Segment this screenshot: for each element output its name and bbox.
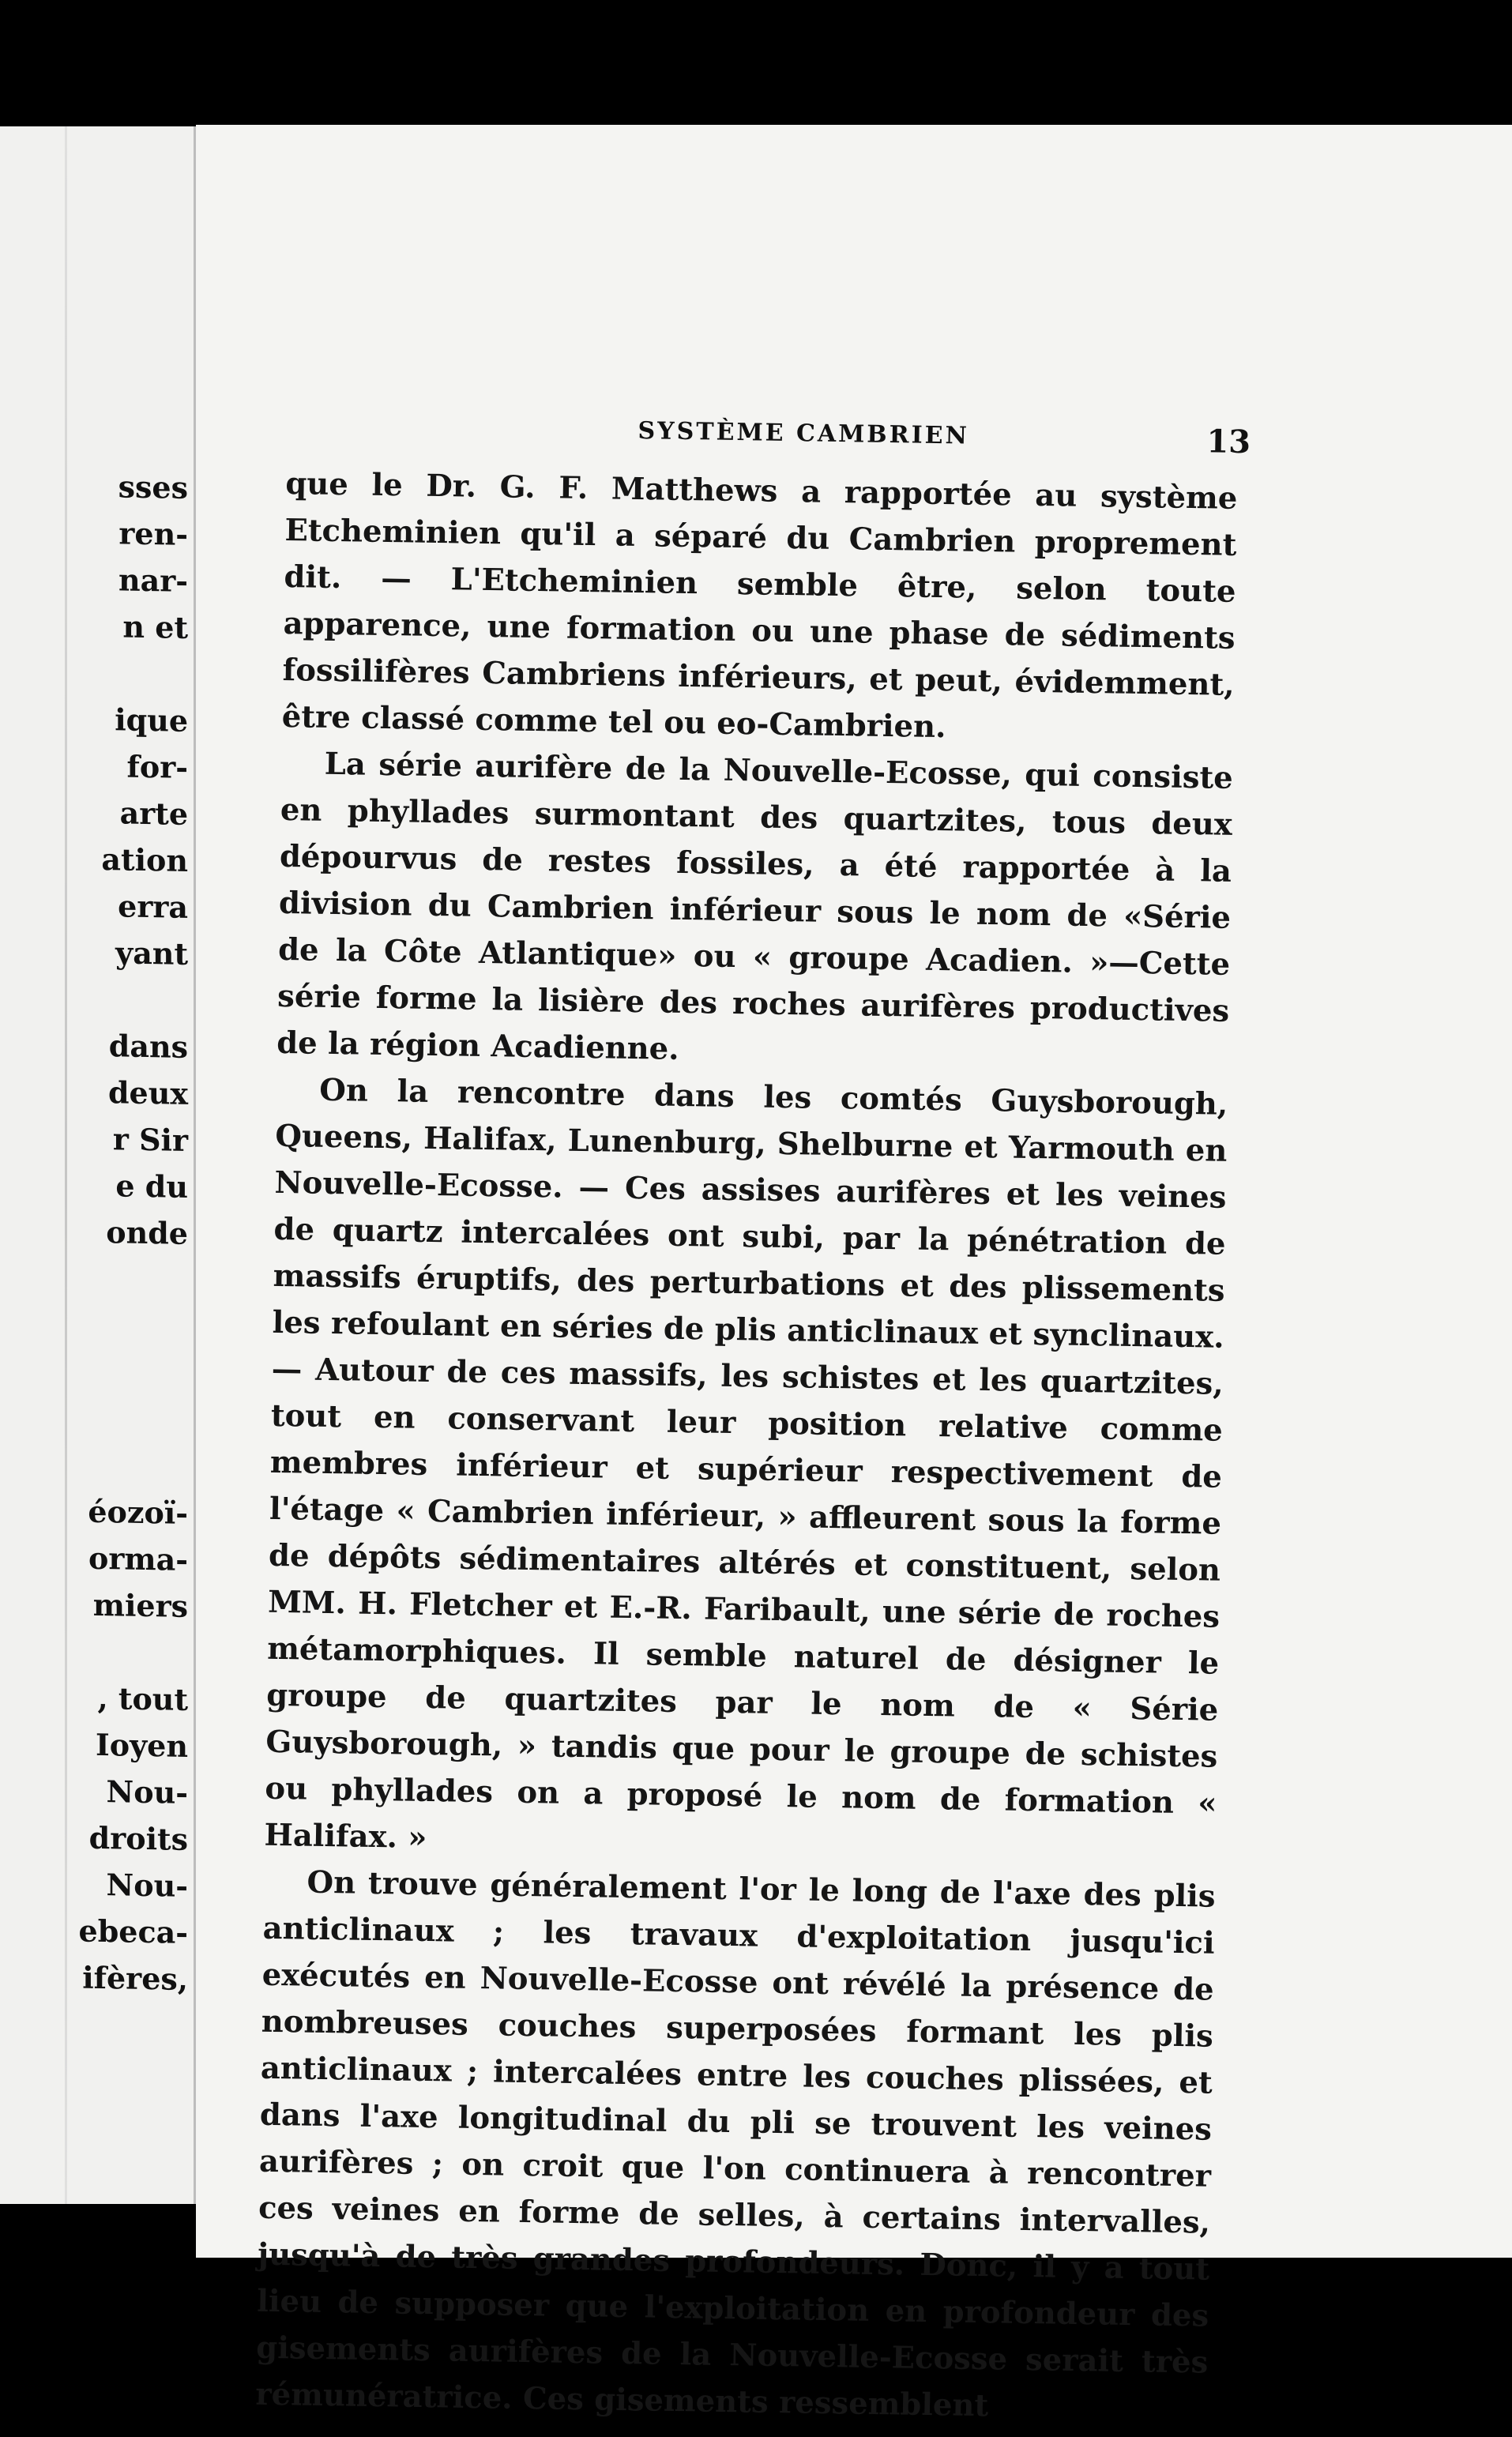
left-line-fragment: for- (126, 748, 188, 785)
left-line-fragment: Ioyen (95, 1726, 188, 1764)
left-line-fragment (14, 1350, 188, 1400)
left-line-fragment: erra (118, 888, 188, 925)
page-number: 13 (1206, 423, 1251, 461)
left-line-fragment (14, 1397, 188, 1446)
page-content (255, 405, 1503, 2424)
body-text (255, 461, 1238, 2433)
previous-page-line-fragments (14, 464, 188, 2006)
left-line-fragment: r Sir (112, 1121, 188, 1158)
left-line-fragment: nar- (118, 562, 188, 599)
left-line-fragment (14, 651, 188, 701)
left-line-fragment: , tout (97, 1679, 188, 1717)
left-line-fragment: ebeca- (78, 1912, 188, 1950)
left-line-fragment: sses (118, 468, 188, 506)
left-line-fragment: arte (119, 795, 188, 832)
left-line-fragment: yant (115, 935, 188, 972)
left-line-fragment (14, 1630, 188, 1679)
left-line-fragment: orma- (88, 1540, 188, 1578)
left-line-fragment: droits (88, 1819, 188, 1857)
left-line-fragment: deux (107, 1074, 188, 1111)
left-line-fragment (14, 977, 188, 1027)
book-page (196, 125, 1512, 2424)
left-line-fragment: ation (101, 841, 188, 878)
left-line-fragment: ifères, (82, 1959, 188, 1997)
left-line-fragment (14, 1443, 188, 1493)
left-line-fragment: e du (115, 1168, 188, 1205)
paragraph-1: que le Dr. G. F. Matthews a rapportée au système Etcheminien qu'il a séparé du Cambrien proprement dit. — L'Etcheminien semble être, selon toute apparence, une formation ou une phase de sédiments fossilifères Cambriens inférieurs, et peut, évidemment, être classé comme tel ou eo-Cambrien. (281, 465, 1238, 746)
paragraph-3: On la rencontre dans les comtés Guysborough, Queens, Halifax, Lunenburg, Shelburne et Yarmouth en Nouvelle-Ecosse. — Ces assises aurifères et les veines de quartz intercalées ont subi, par la pénétration de massifs éruptifs, des perturbations et des plissements les refoulant en séries de plis anticlinaux et synclinaux. — Autour de ces massifs, les schistes et les quartzites, tout en conservant leur position relative comme membres inférieur et supérieur respectivement de l'étage « Cambrien inférieur, » affleurent sous la forme de dépôts sédimentaires altérés et constituent, selon MM. H. Fletcher et E.-R. Faribault, une série de roches métamorphiques. Il semble naturel de désigner le groupe de quartzites par le nom de « Série Guysborough, » tandis que pour le groupe de schistes ou phyllades on a proposé le nom de formation « Halifax. » (264, 1072, 1228, 1856)
left-line-fragment (14, 1303, 188, 1353)
left-line-fragment: dans (108, 1028, 188, 1065)
left-line-fragment: n et (122, 608, 188, 645)
left-line-fragment: ren- (118, 515, 188, 552)
paragraph-2: La série aurifère de la Nouvelle-Ecosse, qui consiste en phyllades surmontant des quartzites, tous deux dépourvus de restes fossiles, a été rapportée à la division du Cambrien inférieur sous le nom de «Série de la Côte Atlantique» ou « groupe Acadien. »—Cette série forme la lisière des roches aurifères productives de la région Acadienne. (276, 746, 1234, 1067)
left-line-fragment: Nou- (106, 1773, 188, 1811)
left-line-fragment (14, 1257, 188, 1307)
paragraph-4: On trouve généralement l'or le long de l'axe des plis anticlinaux ; les travaux d'exploitation jusqu'ici exécutés en Nouvelle-Ecosse ont révélé la présence de nombreuses couches superposées formant les plis anticlinaux ; intercalées entre les couches plissées, et dans l'axe longitudinal du pli se trouvent les veines aurifères ; on croit que l'on continuera à rencontrer ces veines en forme de selles, à certains intervalles, jusqu'à de très grandes profondeurs. Donc, il y a tout lieu de supposer que l'exploitation en profondeur des gisements aurifères de la Nouvelle-Ecosse serait très rémunératrice. Ces gisements ressemblent (255, 1864, 1216, 2424)
left-line-fragment: Nou- (106, 1867, 188, 1904)
left-line-fragment: miers (92, 1586, 188, 1624)
left-line-fragment: éozoï- (88, 1493, 188, 1531)
running-title: SYSTÈME CAMBRIEN (638, 416, 970, 450)
left-line-fragment: ique (115, 701, 188, 739)
left-line-fragment: onde (106, 1214, 188, 1251)
